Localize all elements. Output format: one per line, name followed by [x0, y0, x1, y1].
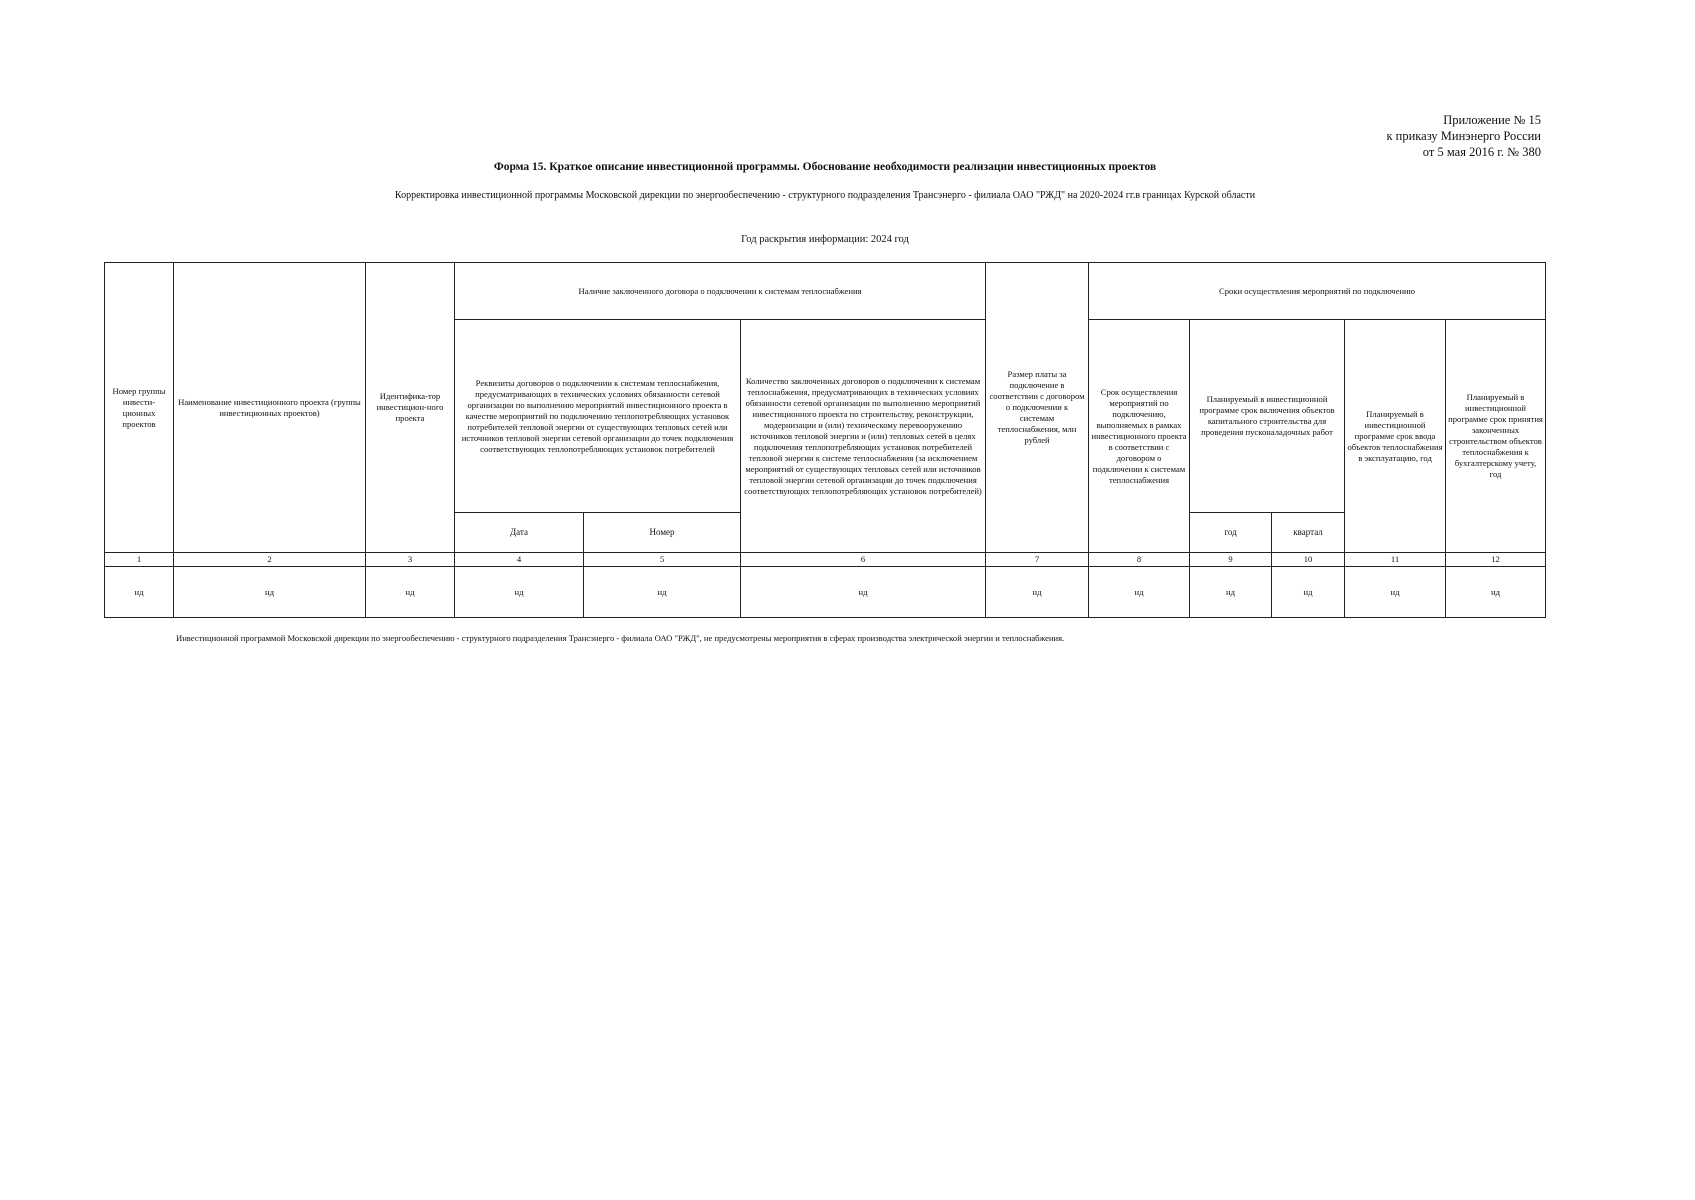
table-cell: нд	[1345, 567, 1446, 618]
table-cell: нд	[366, 567, 455, 618]
header-project-id: Идентифика-тор инвестицион-ного проекта	[366, 263, 455, 553]
column-number: 8	[1089, 553, 1190, 567]
column-number: 5	[584, 553, 741, 567]
header-contract-group: Наличие заключенного договора о подключении к системам теплоснабжения	[455, 263, 986, 320]
footnote: Инвестиционной программой Московской дирекции по энергообеспечению - структурного подразделения Трансэнерго - филиала ОАО "РЖД", не предусмотрены мероприятия в сферах производства электрической энергии и теплоснабжения.	[176, 633, 1065, 643]
column-number-row	[105, 553, 1546, 567]
table-cell: нд	[174, 567, 366, 618]
table-cell: нд	[105, 567, 174, 618]
table-cell: нд	[986, 567, 1089, 618]
table-cell: нд	[1089, 567, 1190, 618]
header-commissioning-term: Планируемый в инвестиционной программе срок включения объектов капитального строительства для проведения пусконаладочных работ	[1190, 320, 1345, 513]
column-number: 12	[1446, 553, 1546, 567]
header-contract-count: Количество заключенных договоров о подключении к системам теплоснабжения, предусматривающих в технических условиях обязанности сетевой организации по выполнению мероприятий инвестиционного проекта по строительству, реконструкции, модернизации и (или) техническому перевооружению источников тепловой энергии и (или) тепловых сетей в целях подключения теплопотребляющих установок потребителей тепловой энергии к системе теплоснабжения (за исключением мероприятий от существующих тепловых сетей или источников тепловой энергии сетевой организации до точек подключения соответствующих теплопотребляющих установок потребителей)	[741, 320, 986, 553]
header-accounting-year: Планируемый в инвестиционной программе срок принятия законченных строительством объектов теплоснабжения к бухгалтерскому учету, год	[1446, 320, 1546, 553]
table-cell: нд	[1446, 567, 1546, 618]
header-year: год	[1190, 513, 1272, 553]
table-cell: нд	[1190, 567, 1272, 618]
column-number: 10	[1272, 553, 1345, 567]
appendix-line-1: Приложение № 15	[1443, 113, 1541, 127]
program-subtitle: Корректировка инвестиционной программы Московской дирекции по энергообеспечению - структурного подразделения Трансэнерго - филиала ОАО "РЖД" на 2020-2024 гг.в границах Курской области	[394, 190, 1256, 201]
header-terms-group: Сроки осуществления мероприятий по подключению	[1089, 263, 1546, 320]
column-number: 4	[455, 553, 584, 567]
header-number: Номер	[584, 513, 741, 553]
column-number: 6	[741, 553, 986, 567]
header-contract-details: Реквизиты договоров о подключении к системам теплоснабжения, предусматривающих в технических условиях обязанности сетевой организации по выполнению мероприятий инвестиционного проекта в качестве мероприятий по подключению теплопотребляющих установок потребителей тепловой энергии от существующих тепловых сетей или источников тепловой энергии сетевой организации до точек подключения соответствующих теплопотребляющих установок потребителей	[455, 320, 741, 513]
header-project-name: Наименование инвестиционного проекта (группы инвестиционных проектов)	[174, 263, 366, 553]
appendix-block	[1386, 112, 1541, 160]
table-cell: нд	[455, 567, 584, 618]
column-number: 2	[174, 553, 366, 567]
column-number: 3	[366, 553, 455, 567]
investment-table	[104, 262, 1546, 618]
header-connection-fee: Размер платы за подключение в соответствии с договором о подключении к системам теплоснабжения, млн рублей	[986, 263, 1089, 553]
column-number: 11	[1345, 553, 1446, 567]
table-cell: нд	[741, 567, 986, 618]
column-number: 1	[105, 553, 174, 567]
disclosure-year: Год раскрытия информации: 2024 год	[741, 234, 909, 245]
table-cell: нд	[1272, 567, 1345, 618]
form-title: Форма 15. Краткое описание инвестиционной программы. Обоснование необходимости реализации инвестиционных проектов	[493, 161, 1157, 173]
header-quarter: квартал	[1272, 513, 1345, 553]
header-connection-term: Срок осуществления мероприятий по подключению, выполняемых в рамках инвестиционного проекта в соответствии с договором о подключении к системам теплоснабжения	[1089, 320, 1190, 553]
header-group-number: Номер группы инвести-ционных проектов	[105, 263, 174, 553]
appendix-line-2: к приказу Минэнерго России	[1386, 129, 1541, 143]
table-row	[105, 567, 1546, 618]
appendix-line-3: от 5 мая 2016 г. № 380	[1422, 145, 1541, 159]
column-number: 9	[1190, 553, 1272, 567]
header-operation-year: Планируемый в инвестиционной программе срок ввода объектов теплоснабжения в эксплуатацию, год	[1345, 320, 1446, 553]
header-date: Дата	[455, 513, 584, 553]
table-cell: нд	[584, 567, 741, 618]
column-number: 7	[986, 553, 1089, 567]
